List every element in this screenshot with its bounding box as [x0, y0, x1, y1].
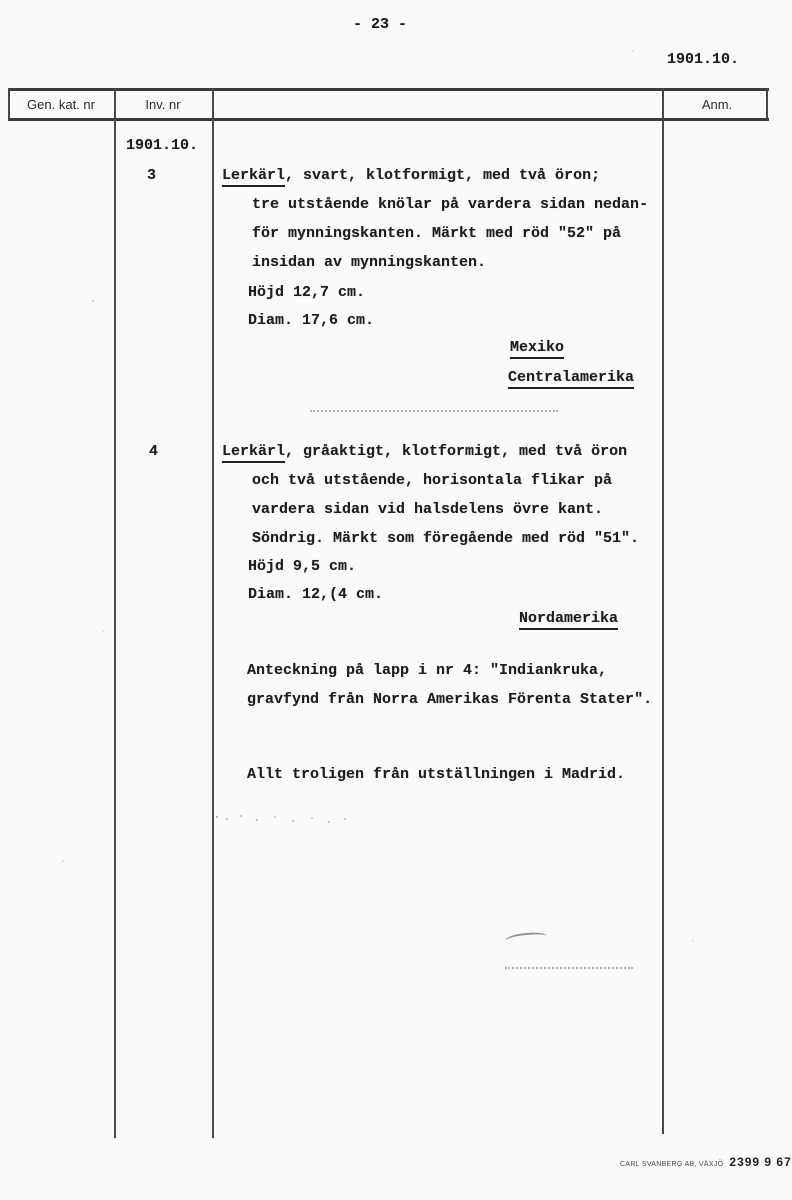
printer-footer: [620, 1155, 792, 1169]
note-line: Anteckning på lapp i nr 4: "Indiankruka,: [247, 662, 608, 679]
entry-inv-nr: 4: [149, 443, 159, 460]
scan-artifact-dotted-line: [505, 965, 633, 969]
header-inv-nr: Inv. nr: [145, 97, 181, 112]
table-column-divider-3: [662, 88, 664, 1134]
header-anm: Anm.: [701, 97, 733, 112]
entry-origin: Nordamerika: [519, 610, 618, 627]
scan-artifact-dotted-line: [310, 408, 558, 412]
year-header: 1901.10.: [667, 51, 740, 68]
scan-artifact-squiggle: [505, 931, 548, 946]
page-number: - 23 -: [352, 16, 408, 33]
entry-diameter: Diam. 17,6 cm.: [248, 312, 375, 329]
entry-description-line: Söndrig. Märkt som föregående med röd "51".: [252, 530, 640, 547]
entry-description-line: och två utstående, horisontala flikar på: [252, 472, 613, 489]
entry-description-line: [222, 443, 627, 460]
entry-height: Höjd 9,5 cm.: [248, 558, 357, 575]
entry-lead-word: Lerkärl: [222, 167, 285, 187]
entry-description-line: tre utstående knölar på vardera sidan nedan-: [252, 196, 649, 213]
printer-code: 2399 9 67: [729, 1155, 792, 1169]
table-left-border: [8, 88, 10, 121]
table-column-divider-2: [212, 88, 214, 1138]
entry-lead-word: Lerkärl: [222, 443, 285, 463]
printer-name: CARL SVANBERG AB, VÄXJÖ: [620, 1161, 724, 1168]
table-column-divider-1: [114, 88, 116, 1138]
entry-height: Höjd 12,7 cm.: [248, 284, 366, 301]
table-right-border: [766, 88, 768, 121]
table-top-rule: [8, 88, 769, 91]
entry-description-line: vardera sidan vid halsdelens övre kant.: [252, 501, 604, 518]
table-header-bottom-rule: [8, 118, 769, 121]
entry-lead-rest: , gråaktigt, klotformigt, med två öron: [285, 443, 628, 460]
entry-inv-nr: 3: [147, 167, 157, 184]
entry-origin: Mexiko: [510, 339, 564, 356]
entry-group-label: 1901.10.: [126, 137, 199, 154]
scan-artifact-specks: [92, 300, 94, 302]
entry-description-line: insidan av mynningskanten.: [252, 254, 487, 271]
entry-description-line: för mynningskanten. Märkt med röd "52" på: [252, 225, 622, 242]
entry-origin: Centralamerika: [508, 369, 634, 386]
scan-artifact-dots: [216, 816, 218, 818]
entry-description-line: [222, 167, 600, 184]
entry-diameter: Diam. 12,(4 cm.: [248, 586, 384, 603]
note-line: Allt troligen från utställningen i Madrid.: [247, 766, 626, 783]
entry-lead-rest: , svart, klotformigt, med två öron;: [285, 167, 601, 184]
header-gen-kat-nr: Gen. kat. nr: [27, 97, 95, 112]
note-line: gravfynd från Norra Amerikas Förenta Stater".: [247, 691, 653, 708]
